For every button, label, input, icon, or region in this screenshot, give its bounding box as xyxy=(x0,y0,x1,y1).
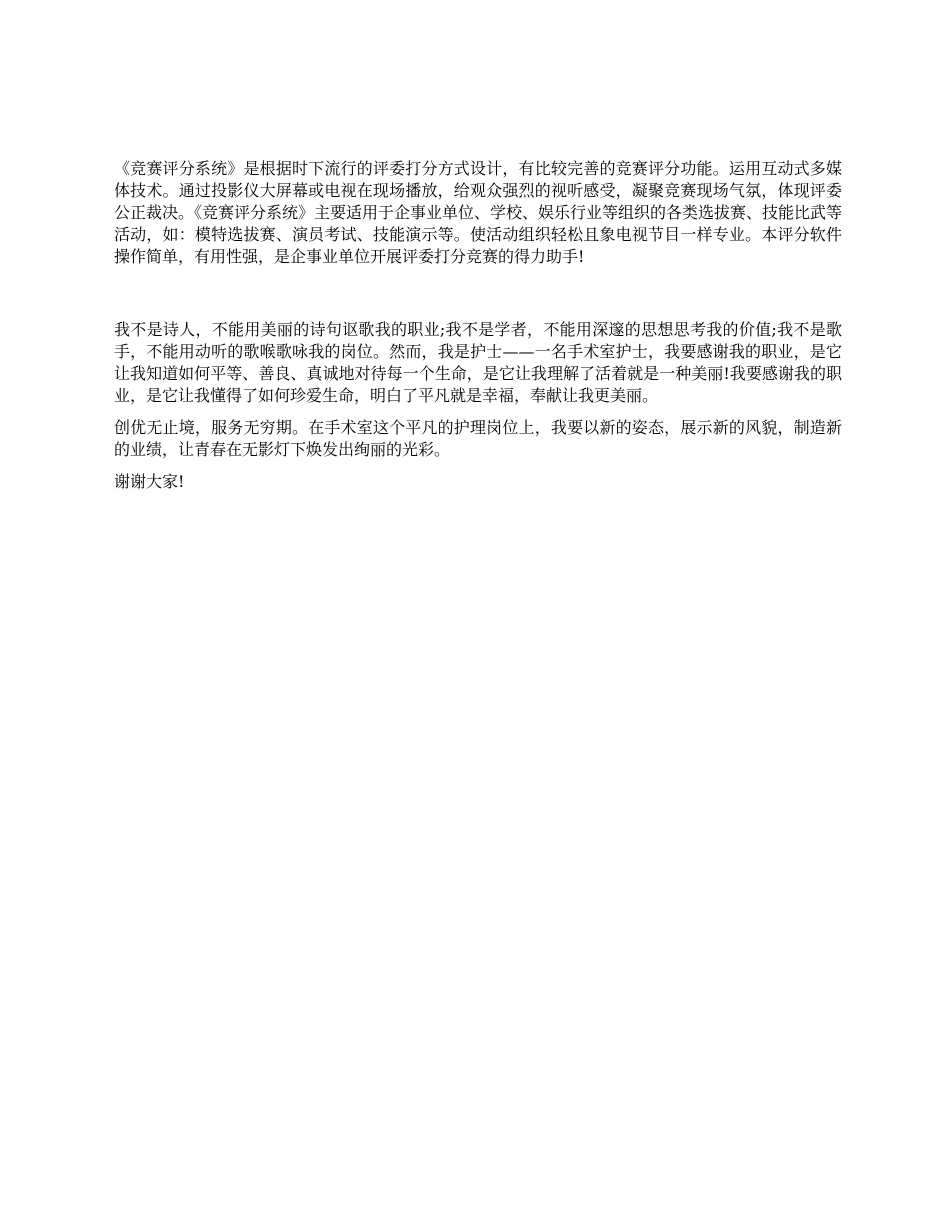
speech-paragraph-gratitude: 我不是诗人，不能用美丽的诗句讴歌我的职业;我不是学者，不能用深邃的思想思考我的价值;我不是歌手，不能用动听的歌喉歌咏我的岗位。然而，我是护士——一名手术室护士，我要感谢我的职业，是它让我知道如何平等、善良、真诚地对待每一个生命，是它让我理解了活着就是一种美丽!我要感谢我的职业，是它让我懂得了如何珍爱生命，明白了平凡就是幸福，奉献让我更美丽。 xyxy=(114,320,842,405)
speech-paragraph-commitment: 创优无止境，服务无穷期。在手术室这个平凡的护理岗位上，我要以新的姿态，展示新的风貌，制造新的业绩，让青春在无影灯下焕发出绚丽的光彩。 xyxy=(114,418,842,459)
closing-line: 谢谢大家! xyxy=(114,472,185,491)
intro-paragraph: 《竞赛评分系统》是根据时下流行的评委打分方式设计，有比较完善的竞赛评分功能。运用互动式多媒体技术。通过投影仪大屏幕或电视在现场播放，给观众强烈的视听感受，凝聚竞赛现场气氛，体现评委公正裁决。《竞赛评分系统》主要适用于企事业单位、学校、娱乐行业等组织的各类选拔赛、技能比武等活动，如：模特选拔赛、演员考试、技能演示等。使活动组织轻松且象电视节目一样专业。本评分软件操作简单，有用性强，是企事业单位开展评委打分竞赛的得力助手! xyxy=(114,159,843,266)
document-page xyxy=(114,158,842,493)
